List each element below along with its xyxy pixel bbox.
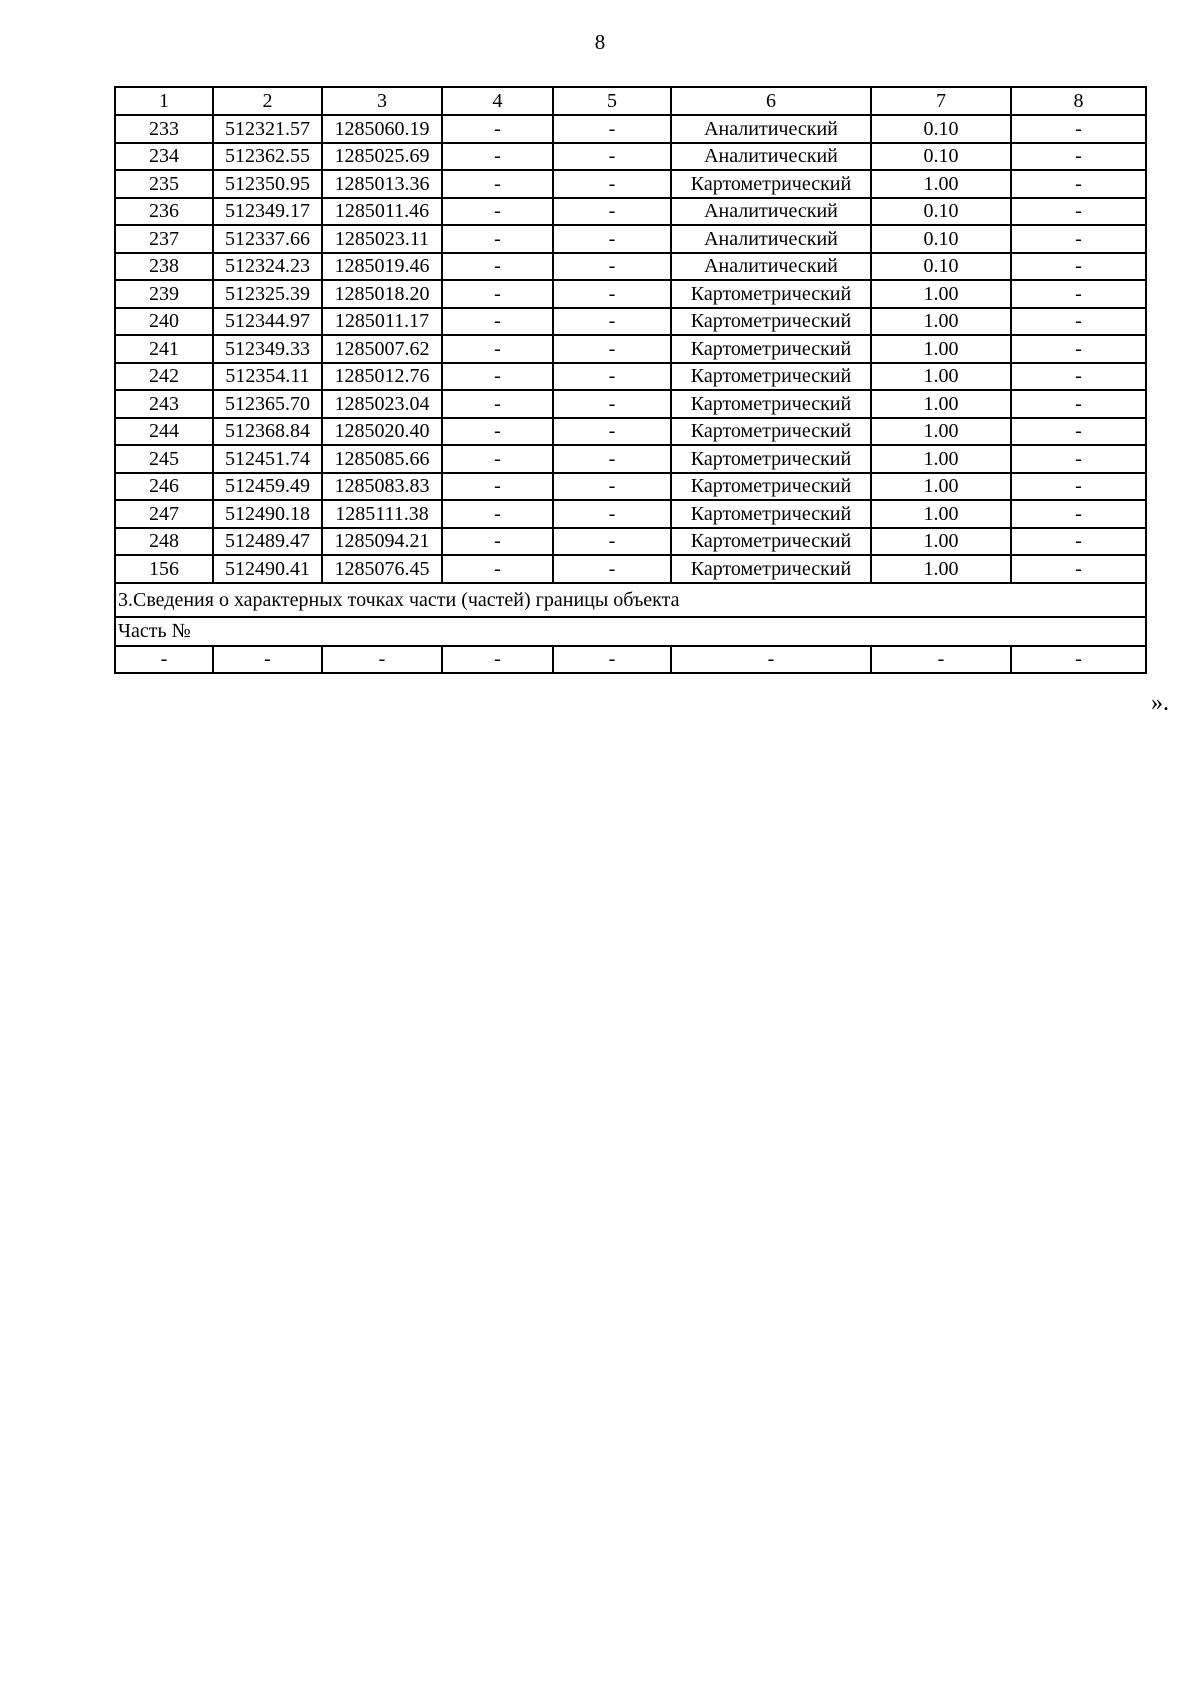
table-cell: 512349.33 [213, 335, 322, 363]
table-cell: 243 [115, 390, 213, 418]
table-cell: - [553, 363, 671, 391]
table-cell: - [553, 280, 671, 308]
table-cell: 248 [115, 528, 213, 556]
table-cell: - [115, 646, 213, 674]
table-cell: - [1011, 500, 1146, 528]
table-cell: 1285019.46 [322, 253, 442, 281]
table-cell: 1285020.40 [322, 418, 442, 446]
table-cell: - [1011, 335, 1146, 363]
part-label: Часть № [115, 617, 1146, 646]
table-cell: - [553, 646, 671, 674]
table-row [115, 445, 1146, 473]
table-cell: - [442, 253, 553, 281]
table-cell: 238 [115, 253, 213, 281]
table-cell: 1.00 [871, 280, 1011, 308]
table-cell: Аналитический [671, 253, 871, 281]
table-cell: Картометрический [671, 473, 871, 501]
table-cell: 1.00 [871, 363, 1011, 391]
table-cell: 1.00 [871, 335, 1011, 363]
table-cell: 1.00 [871, 418, 1011, 446]
table-cell: 512459.49 [213, 473, 322, 501]
closing-quote-mark: ». [1151, 690, 1169, 716]
table-cell: 512451.74 [213, 445, 322, 473]
table-cell: Аналитический [671, 198, 871, 226]
table-cell: 512490.41 [213, 555, 322, 583]
table-row [115, 418, 1146, 446]
table-cell: 241 [115, 335, 213, 363]
table-cell: 1285018.20 [322, 280, 442, 308]
table-cell: - [553, 418, 671, 446]
column-header: 8 [1011, 87, 1146, 115]
table-row [115, 308, 1146, 336]
table-cell: - [1011, 308, 1146, 336]
table-cell: - [442, 198, 553, 226]
table-cell: - [553, 198, 671, 226]
table-cell: 242 [115, 363, 213, 391]
table-cell: - [442, 646, 553, 674]
table-cell: 1285013.36 [322, 170, 442, 198]
table-cell: - [1011, 363, 1146, 391]
table-cell: 246 [115, 473, 213, 501]
table-cell: - [442, 225, 553, 253]
column-header: 5 [553, 87, 671, 115]
table-cell: 512368.84 [213, 418, 322, 446]
table-cell: Аналитический [671, 143, 871, 171]
table-cell: Аналитический [671, 115, 871, 143]
table-cell: Аналитический [671, 225, 871, 253]
table-cell: - [553, 170, 671, 198]
table-cell: 512321.57 [213, 115, 322, 143]
table-cell: 239 [115, 280, 213, 308]
table-cell: - [442, 390, 553, 418]
table-cell: - [1011, 528, 1146, 556]
table-cell: - [213, 646, 322, 674]
table-row [115, 198, 1146, 226]
table-cell: Картометрический [671, 363, 871, 391]
table-cell: - [553, 555, 671, 583]
table-cell: 512365.70 [213, 390, 322, 418]
column-header: 7 [871, 87, 1011, 115]
table-cell: 1285085.66 [322, 445, 442, 473]
table-row [115, 500, 1146, 528]
column-header: 1 [115, 87, 213, 115]
table-row [115, 253, 1146, 281]
table-cell: 1.00 [871, 445, 1011, 473]
table-cell: - [442, 335, 553, 363]
table-cell: 1285023.04 [322, 390, 442, 418]
table-cell: - [442, 143, 553, 171]
table-cell: 236 [115, 198, 213, 226]
table-cell: - [871, 646, 1011, 674]
section-title: 3.Сведения о характерных точках части (частей) границы объекта [115, 583, 1146, 617]
table-cell: - [1011, 143, 1146, 171]
table-row [115, 390, 1146, 418]
table-body [115, 87, 1146, 673]
table-header-row [115, 87, 1146, 115]
column-header: 4 [442, 87, 553, 115]
table-cell: - [553, 390, 671, 418]
part-label-row [115, 617, 1146, 646]
table-cell: 1285094.21 [322, 528, 442, 556]
table-cell: - [1011, 555, 1146, 583]
table-cell: 244 [115, 418, 213, 446]
table-cell: 512489.47 [213, 528, 322, 556]
table-cell: - [1011, 225, 1146, 253]
table-cell: Картометрический [671, 418, 871, 446]
table-cell: - [1011, 473, 1146, 501]
table-cell: - [442, 528, 553, 556]
table-cell: 1285083.83 [322, 473, 442, 501]
table-cell: - [442, 363, 553, 391]
table-cell: 0.10 [871, 115, 1011, 143]
table-row [115, 170, 1146, 198]
table-cell: 512324.23 [213, 253, 322, 281]
table-cell: 1285076.45 [322, 555, 442, 583]
table-cell: 156 [115, 555, 213, 583]
table-cell: - [553, 253, 671, 281]
table-row [115, 528, 1146, 556]
page-number: 8 [594, 30, 606, 54]
table-cell: 240 [115, 308, 213, 336]
table-row [115, 225, 1146, 253]
table-cell: 237 [115, 225, 213, 253]
column-header: 6 [671, 87, 871, 115]
table-cell: 1.00 [871, 473, 1011, 501]
table-cell: - [442, 473, 553, 501]
coordinates-table [114, 86, 1147, 674]
table-cell: 512344.97 [213, 308, 322, 336]
section-title-row [115, 583, 1146, 617]
table-cell: 1285011.46 [322, 198, 442, 226]
table-cell: - [553, 225, 671, 253]
table-row [115, 473, 1146, 501]
table-cell: 512354.11 [213, 363, 322, 391]
table-cell: 1.00 [871, 500, 1011, 528]
table-cell: - [553, 473, 671, 501]
table-cell: 512337.66 [213, 225, 322, 253]
table-cell: 1285012.76 [322, 363, 442, 391]
table-cell: 1.00 [871, 555, 1011, 583]
table-cell: - [553, 335, 671, 363]
table-cell: 512325.39 [213, 280, 322, 308]
table-cell: Картометрический [671, 280, 871, 308]
table-cell: - [1011, 445, 1146, 473]
table-cell: 245 [115, 445, 213, 473]
table-cell: 247 [115, 500, 213, 528]
table-cell: - [553, 115, 671, 143]
table-cell: - [442, 170, 553, 198]
table-cell: - [553, 528, 671, 556]
table-cell: Картометрический [671, 555, 871, 583]
table-cell: - [553, 308, 671, 336]
table-row [115, 555, 1146, 583]
table-cell: 1.00 [871, 170, 1011, 198]
table-cell: - [553, 500, 671, 528]
table-cell: 1285025.69 [322, 143, 442, 171]
table-cell: 512350.95 [213, 170, 322, 198]
table-cell: - [1011, 115, 1146, 143]
table-cell: 1285111.38 [322, 500, 442, 528]
table-cell: - [442, 418, 553, 446]
table-cell: 1285011.17 [322, 308, 442, 336]
table-cell: - [322, 646, 442, 674]
table-cell: Картометрический [671, 500, 871, 528]
table-cell: 1.00 [871, 308, 1011, 336]
column-header: 3 [322, 87, 442, 115]
table-cell: - [442, 445, 553, 473]
table-cell: 1.00 [871, 390, 1011, 418]
table-cell: - [1011, 170, 1146, 198]
table-row [115, 363, 1146, 391]
table-cell: Картометрический [671, 528, 871, 556]
table-cell: Картометрический [671, 335, 871, 363]
table-row [115, 115, 1146, 143]
table-cell: 1285060.19 [322, 115, 442, 143]
table-cell: - [1011, 418, 1146, 446]
table-cell: - [442, 500, 553, 528]
table-cell: 1.00 [871, 528, 1011, 556]
table-cell: 234 [115, 143, 213, 171]
table-cell: 0.10 [871, 143, 1011, 171]
table-cell: - [1011, 646, 1146, 674]
table-cell: 512362.55 [213, 143, 322, 171]
table-cell: Картометрический [671, 170, 871, 198]
table-cell: 512349.17 [213, 198, 322, 226]
table-cell: Картометрический [671, 390, 871, 418]
table-cell: 1285023.11 [322, 225, 442, 253]
table-cell: 0.10 [871, 198, 1011, 226]
table-cell: Картометрический [671, 445, 871, 473]
table-cell: 0.10 [871, 253, 1011, 281]
table-cell: 1285007.62 [322, 335, 442, 363]
table-cell: 0.10 [871, 225, 1011, 253]
table-cell: - [671, 646, 871, 674]
table-cell: Картометрический [671, 308, 871, 336]
table-cell: - [1011, 253, 1146, 281]
table-row [115, 280, 1146, 308]
table-row [115, 143, 1146, 171]
table-cell: - [1011, 390, 1146, 418]
table-cell: - [553, 143, 671, 171]
table-cell: - [442, 555, 553, 583]
table-cell: 235 [115, 170, 213, 198]
empty-row [115, 646, 1146, 674]
table-row [115, 335, 1146, 363]
table-cell: 233 [115, 115, 213, 143]
table-cell: - [1011, 280, 1146, 308]
table-cell: - [1011, 198, 1146, 226]
table-cell: - [553, 445, 671, 473]
table-cell: 512490.18 [213, 500, 322, 528]
table-cell: - [442, 280, 553, 308]
table-cell: - [442, 308, 553, 336]
column-header: 2 [213, 87, 322, 115]
table-cell: - [442, 115, 553, 143]
